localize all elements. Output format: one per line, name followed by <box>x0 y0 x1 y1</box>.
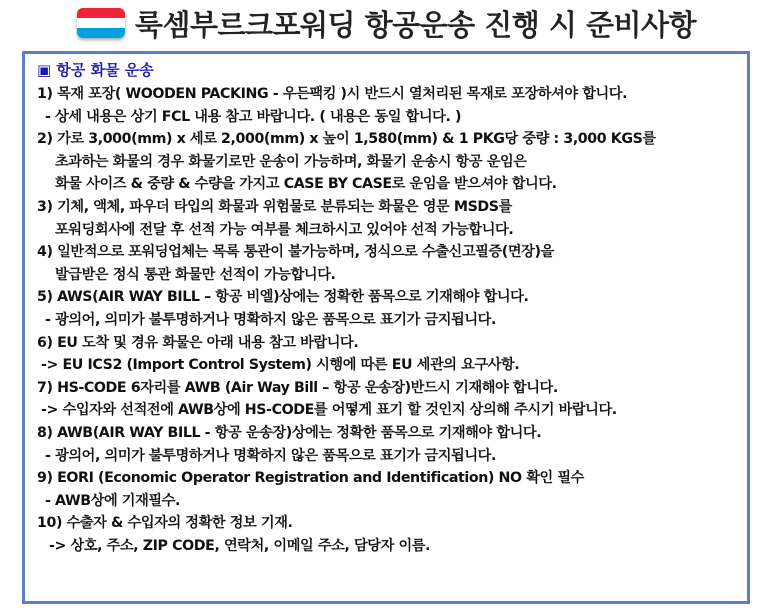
instruction-line: 5) AWS(AIR WAY BILL – 항공 비엘)상에는 정확한 품목으로 기재해야 합니다. <box>37 289 529 306</box>
instruction-line: 2) 가로 3,000(mm) x 세로 2,000(mm) x 높이 1,580(mm) & 1 PKG당 중량 : 3,000 KGS를 <box>37 131 656 148</box>
instruction-line: - 상세 내용은 상기 FCL 내용 참고 바랍니다. ( 내용은 동일 합니다. ) <box>45 108 462 125</box>
flag-stripe-red <box>77 8 125 18</box>
page-title: 룩셈부르크포워딩 항공운송 진행 시 준비사항 <box>134 7 697 42</box>
luxembourg-flag-icon <box>77 8 125 38</box>
instruction-line: 4) 일반적으로 포워딩업체는 목록 통관이 불가능하며, 정식으로 수출신고필증(면장)을 <box>37 244 554 261</box>
flag-stripe-white <box>77 18 125 28</box>
instruction-line: 포워딩회사에 전달 후 선적 가능 여부를 체크하시고 있어야 선적 가능합니다. <box>55 221 514 238</box>
instruction-line: - 광의어, 의미가 불투명하거나 명확하지 않은 품목으로 표기가 금지됩니다. <box>45 447 496 464</box>
instruction-line: 3) 기체, 액체, 파우더 타입의 화물과 위험물로 분류되는 화물은 영문 MSDS를 <box>37 198 512 215</box>
instruction-list <box>37 83 737 557</box>
instruction-line: - AWB상에 기재필수. <box>45 492 180 509</box>
instruction-line: 발급받은 정식 통관 화물만 선적이 가능합니다. <box>55 266 336 283</box>
instruction-line: -> EU ICS2 (Import Control System) 시행에 따른 EU 세관의 요구사항. <box>41 357 520 374</box>
flag-stripe-blue <box>77 28 125 38</box>
instruction-line: -> 수입자와 선적전에 AWB상에 HS-CODE를 어떻게 표기 할 것인지 상의해 주시기 바랍니다. <box>41 402 617 419</box>
header <box>0 0 773 46</box>
instruction-line: -> 상호, 주소, ZIP CODE, 연락처, 이메일 주소, 담당자 이름. <box>49 537 431 554</box>
instruction-line: 9) EORI (Economic Operator Registration and Identification) NO 확인 필수 <box>37 470 584 487</box>
instruction-line: 6) EU 도착 및 경유 화물은 아래 내용 참고 바랍니다. <box>37 334 359 351</box>
instruction-line: - 광의어, 의미가 불투명하거나 명확하지 않은 품목으로 표기가 금지됩니다. <box>45 311 496 328</box>
instruction-line: 화물 사이즈 & 중량 & 수량을 가지고 CASE BY CASE로 운임을 받으셔야 합니다. <box>55 176 557 193</box>
content-box <box>22 51 750 604</box>
section-title: ▣ 항공 화물 운송 <box>37 61 154 79</box>
instruction-line: 1) 목재 포장( WOODEN PACKING - 우든팩킹 )시 반드시 열처리된 목재로 포장하셔야 합니다. <box>37 86 628 102</box>
instruction-line: 10) 수출자 & 수입자의 정확한 정보 기재. <box>37 515 293 532</box>
instruction-line: 7) HS-CODE 6자리를 AWB (Air Way Bill – 항공 운송장)반드시 기재해야 합니다. <box>37 379 558 396</box>
instruction-line: 8) AWB(AIR WAY BILL - 항공 운송장)상에는 정확한 품목으로 기재해야 합니다. <box>37 424 542 441</box>
instruction-line: 초과하는 화물의 경우 화물기로만 운송이 가능하며, 화물기 운송시 항공 운임은 <box>55 153 527 170</box>
